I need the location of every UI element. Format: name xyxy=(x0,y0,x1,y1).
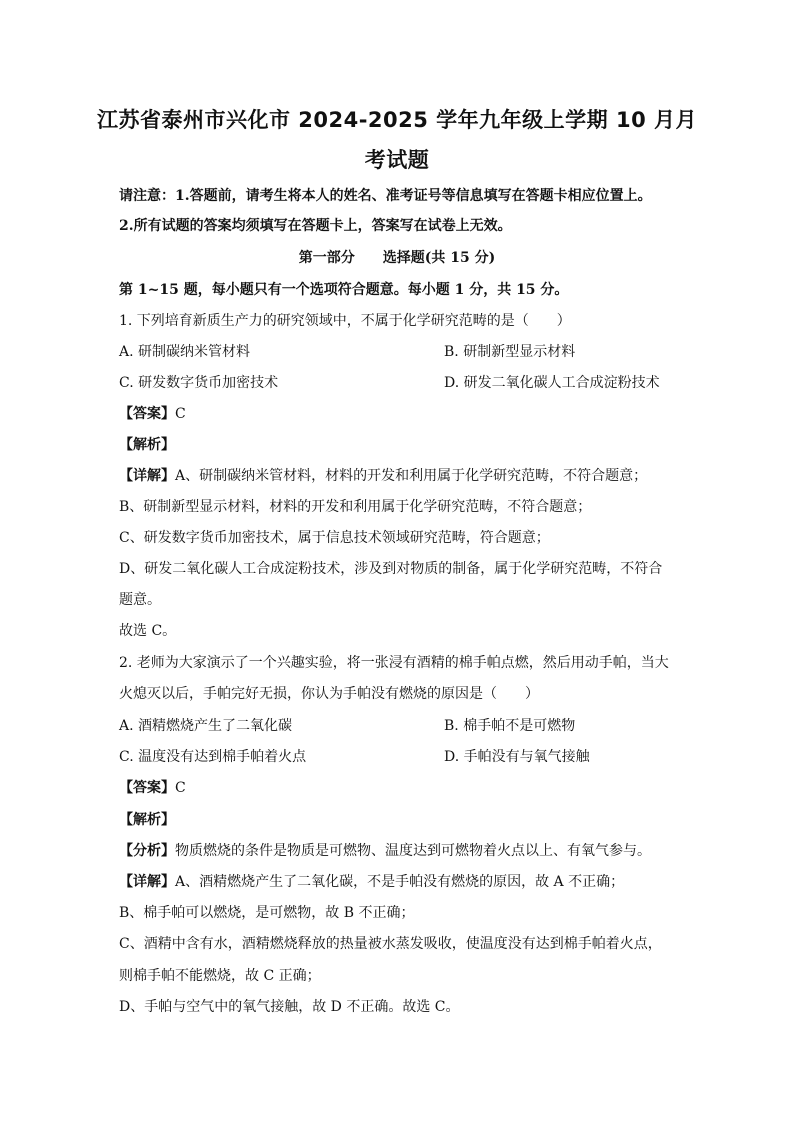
q1-option-c: C. 研发数字货币加密技术 xyxy=(119,375,279,391)
q1-stem: 1. 下列培育新质生产力的研究领域中，不属于化学研究范畴的是（ ） xyxy=(119,313,571,329)
q2-stem-line1: 2. 老师为大家演示了一个兴趣实验，将一张浸有酒精的棉手帕点燃，然后用动手帕，当大 xyxy=(119,655,669,671)
q1-option-b: B. 研制新型显示材料 xyxy=(444,344,576,360)
answer-tag: 【答案】 xyxy=(119,406,175,422)
q2-detail-4: 则棉手帕不能燃烧，故 C 正确； xyxy=(119,968,321,984)
notice-line2: 2.所有试题的答案均须填写在答题卡上，答案写在试卷上无效。 xyxy=(119,218,512,234)
detail-text: A、研制碳纳米管材料，材料的开发和利用属于化学研究范畴，不符合题意； xyxy=(175,468,648,484)
detail-text: A、酒精燃烧产生了二氧化碳，不是手帕没有燃烧的原因，故 A 不正确； xyxy=(175,874,625,890)
fenxi-tag: 【分析】 xyxy=(119,843,175,859)
q2-detail-3: C、酒精中含有水，酒精燃烧释放的热量被水蒸发吸收，使温度没有达到棉手帕着火点， xyxy=(119,936,662,952)
q2-detail-5: D、手帕与空气中的氧气接触，故 D 不正确。故选 C。 xyxy=(119,999,460,1015)
q2-option-c: C. 温度没有达到棉手帕着火点 xyxy=(119,749,307,765)
q1-analysis-tag: 【解析】 xyxy=(119,437,175,453)
q2-analysis-tag: 【解析】 xyxy=(119,812,175,828)
section-instruction: 第 1~15 题，每小题只有一个选项符合题意。每小题 1 分，共 15 分。 xyxy=(119,282,569,298)
notice-line1: 请注意：1.答题前，请考生将本人的姓名、准考证号等信息填写在答题卡相应位置上。 xyxy=(119,188,652,204)
q2-option-a: A. 酒精燃烧产生了二氧化碳 xyxy=(119,718,293,734)
q2-detail-1 xyxy=(119,872,624,892)
q1-answer xyxy=(119,404,186,424)
answer-value: C xyxy=(175,780,186,796)
q2-fenxi xyxy=(119,841,651,861)
q1-detail-3: C、研发数字货币加密技术，属于信息技术领域研究范畴，符合题意； xyxy=(119,530,550,546)
q2-stem-line2: 火熄灭以后，手帕完好无损，你认为手帕没有燃烧的原因是（ ） xyxy=(119,686,539,702)
fenxi-text: 物质燃烧的条件是物质是可燃物、温度达到可燃物着火点以上、有氧气参与。 xyxy=(175,843,651,859)
q2-option-d: D. 手帕没有与氧气接触 xyxy=(444,749,590,765)
detail-tag: 【详解】 xyxy=(119,468,175,484)
q1-option-a: A. 研制碳纳米管材料 xyxy=(119,344,251,360)
answer-tag: 【答案】 xyxy=(119,780,175,796)
q2-detail-2: B、棉手帕可以燃烧，是可燃物，故 B 不正确； xyxy=(119,905,415,921)
answer-value: C xyxy=(175,406,186,422)
section-title: 第一部分 选择题(共 15 分) xyxy=(298,250,496,266)
q1-option-d: D. 研发二氧化碳人工合成淀粉技术 xyxy=(444,375,660,391)
q1-detail-2: B、研制新型显示材料，材料的开发和利用属于化学研究范畴，不符合题意； xyxy=(119,499,592,515)
q1-conclusion: 故选 C。 xyxy=(119,623,177,639)
detail-tag: 【详解】 xyxy=(119,874,175,890)
exam-title-line1: 江苏省泰州市兴化市 2024-2025 学年九年级上学期 10 月月 xyxy=(96,108,698,132)
q2-answer xyxy=(119,778,186,798)
q1-detail-4: D、研发二氧化碳人工合成淀粉技术，涉及到对物质的制备，属于化学研究范畴，不符合 xyxy=(119,561,663,577)
q1-detail-1 xyxy=(119,466,647,486)
exam-title-line2: 考试题 xyxy=(364,148,430,172)
q1-detail-5: 题意。 xyxy=(119,592,161,608)
q2-option-b: B. 棉手帕不是可燃物 xyxy=(444,718,576,734)
